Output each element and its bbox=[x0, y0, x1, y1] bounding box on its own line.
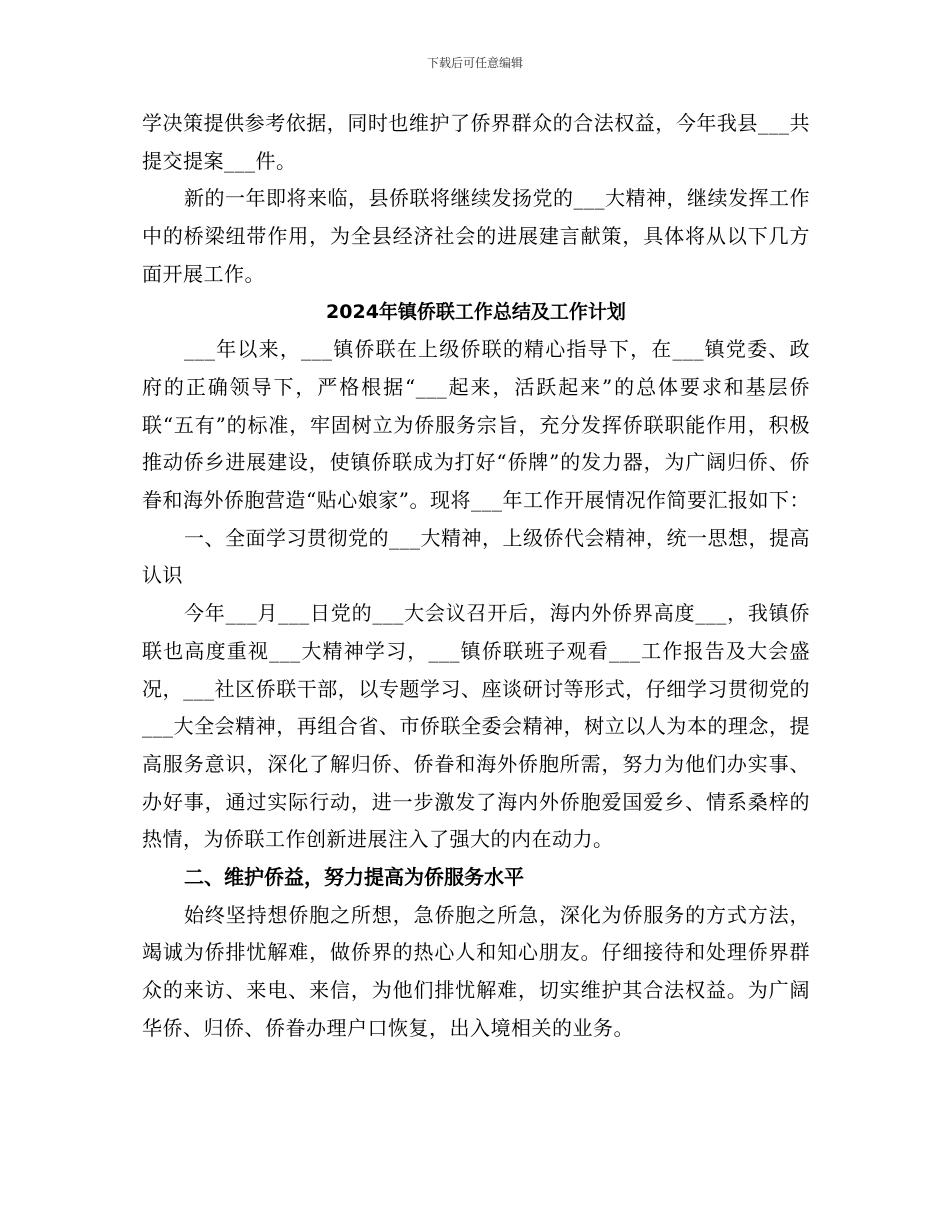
document-title: 2024年镇侨联工作总结及工作计划 bbox=[326, 300, 626, 323]
section-heading-1: 一、全面学习贯彻党的___大精神，上级侨代会精神，统一思想，提高认识 bbox=[142, 525, 810, 588]
paragraph-next-year: 新的一年即将来临，县侨联将继续发扬党的___大精神，继续发挥工作中的桥梁纽带作用，为全县经济社会的进展建言献策，具体将从以下几方面开展工作。 bbox=[142, 186, 810, 286]
paragraph-intro: ___年以来，___镇侨联在上级侨联的精心指导下，在___镇党委、政府的正确领导下，严格根据“___起来，活跃起来”的总体要求和基层侨联“五有”的标准，牢固树立为侨服务宗旨，充分发挥侨联职能作用，积极推动侨乡进展建设，使镇侨联成为打好“侨牌”的发力器，为广阔归侨、侨眷和海外侨胞营造“贴心娘家”。现将___年工作开展情况作简要汇报如下： bbox=[142, 337, 810, 513]
header-note: 下载后可任意编辑 bbox=[426, 56, 523, 70]
paragraph-section-1: 今年___月___日党的___大会议召开后，海内外侨界高度___，我镇侨联也高度重视___大精神学习，___镇侨联班子观看___工作报告及大会盛况，___社区侨联干部，以专题学习、座谈研讨等形式，仔细学习贯彻党的___大全会精神，再组合省、市侨联全委会精神，树立以人为本的理念，提高服务意识，深化了解归侨、侨眷和海外侨胞所需，努力为他们办实事、办好事，通过实际行动，进一步激发了海内外侨胞爱国爱乡、情系桑梓的热情，为侨联工作创新进展注入了强大的内在动力。 bbox=[142, 601, 810, 852]
document-body bbox=[142, 105, 810, 1048]
paragraph-section-2: 始终坚持想侨胞之所想，急侨胞之所急，深化为侨服务的方式方法，竭诚为侨排忧解难，做侨界的热心人和知心朋友。仔细接待和处理侨界群众的来访、来电、来信，为他们排忧解难，切实维护其合法权益。为广阔华侨、归侨、侨眷办理户口恢复，出入境相关的业务。 bbox=[142, 902, 810, 1040]
paragraph-continuation: 学决策提供参考依据，同时也维护了侨界群众的合法权益，今年我县___共提交提案___件。 bbox=[142, 111, 810, 173]
section-heading-2: 二、维护侨益，努力提高为侨服务水平 bbox=[184, 865, 524, 890]
